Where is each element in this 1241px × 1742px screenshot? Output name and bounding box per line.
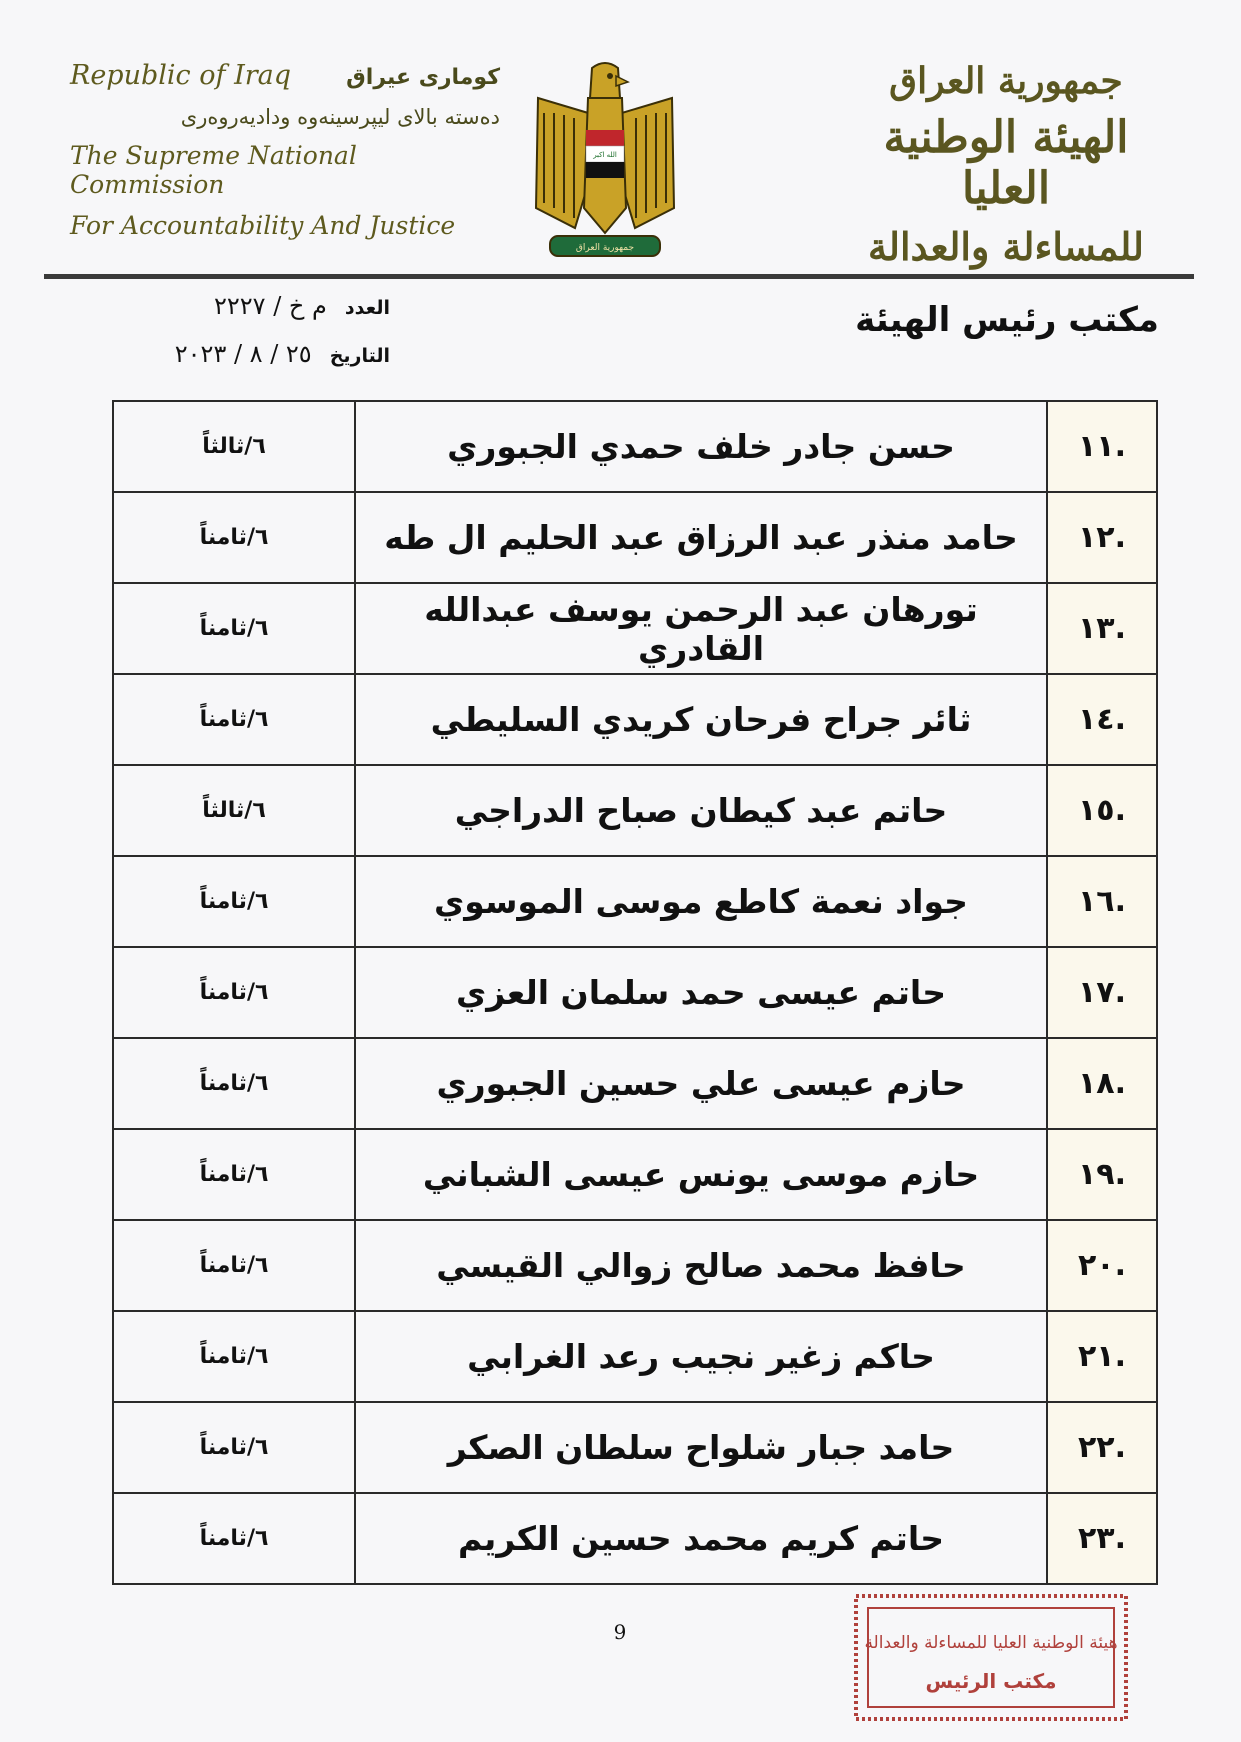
row-number: .١٥ xyxy=(1047,765,1157,856)
row-reference-text: ٦/ثامناً xyxy=(199,1526,269,1551)
republic-of-iraq-text: Republic of Iraq xyxy=(70,60,292,91)
row-number: .٢٢ xyxy=(1047,1402,1157,1493)
row-reference xyxy=(113,1402,355,1493)
table-row xyxy=(113,856,1157,947)
person-name: تورهان عبد الرحمن يوسف عبدالله القادري xyxy=(355,583,1047,674)
row-number: .٢١ xyxy=(1047,1311,1157,1402)
row-reference-text: ٦/ثامناً xyxy=(199,1162,269,1187)
person-name: حاتم عبد كيطان صباح الدراجي xyxy=(355,765,1047,856)
reference-number-label: العدد xyxy=(344,297,390,319)
person-name: حامد منذر عبد الرزاق عبد الحليم ال طه xyxy=(355,492,1047,583)
emblem-banner-text: جمهورية العراق xyxy=(575,243,635,253)
names-table-body xyxy=(113,401,1157,1584)
row-reference xyxy=(113,1129,355,1220)
row-number: .١٢ xyxy=(1047,492,1157,583)
arabic-republic-text: جمهورية العراق xyxy=(889,60,1123,102)
arabic-commission-text-1: الهيئة الوطنية العليا xyxy=(883,112,1129,214)
row-number: .١١ xyxy=(1047,401,1157,492)
person-name: حسن جادر خلف حمدي الجبوري xyxy=(355,401,1047,492)
row-reference xyxy=(113,583,355,674)
table-row xyxy=(113,492,1157,583)
person-name: حازم عيسى علي حسين الجبوري xyxy=(355,1038,1047,1129)
person-name: جواد نعمة كاطع موسى الموسوي xyxy=(355,856,1047,947)
row-reference-text: ٦/ثامناً xyxy=(199,889,269,914)
row-reference-text: ٦/ثامناً xyxy=(199,1253,269,1278)
header-divider xyxy=(44,274,1194,279)
row-reference xyxy=(113,947,355,1038)
person-name: حامد جبار شلواح سلطان الصكر xyxy=(355,1402,1047,1493)
person-name: ثائر جراح فرحان كريدي السليطي xyxy=(355,674,1047,765)
official-stamp-icon xyxy=(850,1590,1132,1725)
table-row xyxy=(113,765,1157,856)
row-reference-text: ٦/ثامناً xyxy=(199,980,269,1005)
row-number: .١٦ xyxy=(1047,856,1157,947)
row-reference xyxy=(113,492,355,583)
person-name: حاتم كريم محمد حسين الكريم xyxy=(355,1493,1047,1584)
person-name: حازم موسى يونس عيسى الشباني xyxy=(355,1129,1047,1220)
row-reference-text: ٦/ثامناً xyxy=(199,1435,269,1460)
row-number: .٢٠ xyxy=(1047,1220,1157,1311)
table-row xyxy=(113,1493,1157,1584)
kurdish-commission-text: دەستە بالای لیپرسینەوە ودادیەروەری xyxy=(180,105,500,129)
table-row xyxy=(113,674,1157,765)
reference-number-value: م خ / ٢٢٢٧ xyxy=(214,292,327,320)
reference-date-value: ٢٥ / ٨ / ٢٠٢٣ xyxy=(174,340,312,368)
row-number: .١٩ xyxy=(1047,1129,1157,1220)
row-reference-text: ٦/ثامناً xyxy=(199,707,269,732)
office-title: مكتب رئيس الهيئة xyxy=(855,300,1159,340)
row-reference-text: ٦/ثامناً xyxy=(199,525,269,550)
row-reference-text: ٦/ثالثاً xyxy=(202,798,266,823)
kurdish-country-text: كوماری عیراق xyxy=(346,65,500,90)
table-row xyxy=(113,1220,1157,1311)
row-number: .١٤ xyxy=(1047,674,1157,765)
table-row xyxy=(113,1038,1157,1129)
person-name: حافظ محمد صالح زوالي القيسي xyxy=(355,1220,1047,1311)
names-table xyxy=(112,400,1158,1585)
flag-text: الله اكبر xyxy=(593,151,617,159)
row-reference xyxy=(113,674,355,765)
reference-date-label: التاريخ xyxy=(329,345,390,367)
reference-number-row xyxy=(90,292,390,340)
person-name: حاتم عيسى حمد سلمان العزي xyxy=(355,947,1047,1038)
row-number: .١٨ xyxy=(1047,1038,1157,1129)
stamp-text-2: مكتب الرئيس xyxy=(925,1669,1057,1693)
commission-name-en-1: The Supreme National Commission xyxy=(70,141,357,199)
row-reference xyxy=(113,765,355,856)
arabic-commission-text-2: للمساءلة والعدالة xyxy=(868,224,1144,269)
row-reference-text: ٦/ثامناً xyxy=(199,1344,269,1369)
row-number: .١٣ xyxy=(1047,583,1157,674)
row-reference-text: ٦/ثامناً xyxy=(199,1071,269,1096)
person-name: حاكم زغير نجيب رعد الغرابي xyxy=(355,1311,1047,1402)
row-number: .٢٣ xyxy=(1047,1493,1157,1584)
row-reference-text: ٦/ثالثاً xyxy=(202,434,266,459)
row-number: .١٧ xyxy=(1047,947,1157,1038)
row-reference xyxy=(113,1220,355,1311)
table-row xyxy=(113,583,1157,674)
letterhead-right xyxy=(841,60,1171,269)
page-number: 9 xyxy=(613,1620,627,1644)
table-row xyxy=(113,947,1157,1038)
row-reference xyxy=(113,1311,355,1402)
table-row xyxy=(113,401,1157,492)
table-row xyxy=(113,1402,1157,1493)
row-reference-text: ٦/ثامناً xyxy=(199,616,269,641)
table-row xyxy=(113,1311,1157,1402)
row-reference xyxy=(113,401,355,492)
reference-date-row xyxy=(90,340,390,388)
letterhead-line-1 xyxy=(70,60,500,91)
row-reference xyxy=(113,856,355,947)
iraq-emblem-icon xyxy=(530,58,680,263)
row-reference xyxy=(113,1038,355,1129)
reference-block xyxy=(90,292,390,388)
table-row xyxy=(113,1129,1157,1220)
commission-name-en-2: For Accountability And Justice xyxy=(70,211,456,240)
letterhead-left xyxy=(70,60,500,240)
stamp-text-1: هيئة الوطنية العليا للمساءلة والعدالة xyxy=(864,1633,1118,1653)
row-reference xyxy=(113,1493,355,1584)
